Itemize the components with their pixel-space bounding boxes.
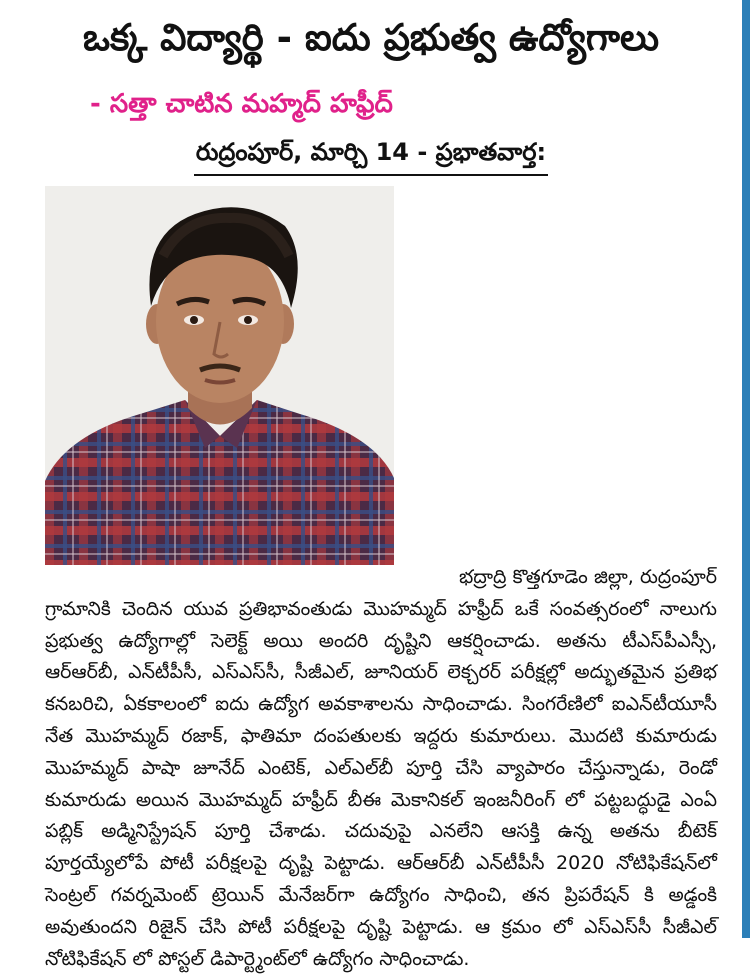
article-body-text: భద్రాద్రి కొత్తగూడెం జిల్లా, రుద్రంపూర్ గ్రామానికి చెందిన యువ ప్రతిభావంతుడు మొహమ్మద్ హఫ్రీద్ ఒకే సంవత్సరంలో నాలుగు ప్రభుత్వ ఉద్యోగాల్లో సెలెక్ట్ అయి అందరి దృష్టిని ఆకర్షించాడు. అతను టీఎస్‌పీఎస్సీ, ఆర్ఆర్‌బీ, ఎన్‌టీపీసీ, ఎస్ఎస్‌సీ, సీజీఎల్, జూనియర్ లెక్చరర్ పరీక్షల్లో అద్భుతమైన ప్రతిభ కనబరిచి, ఏకకాలంలో ఐదు ఉద్యోగ అవకాశాలను సాధించాడు. సింగరేణిలో ఐఎన్‌టీయూసీ నేత మొహమ్మద్ రజాక్, ఫాతిమా దంపతులకు ఇద్దరు కుమారులు. మొదటి కుమారుడు మొహమ్మద్ పాషా జూనేద్ ఎంటెక్, ఎల్ఎల్‌బీ పూర్తి చేసి వ్యాపారం చేస్తున్నాడు, రెండో కుమారుడు అయిన మొహమ్మద్ హఫ్రీద్ బీఈ మెకానికల్ ఇంజనీరింగ్ లో పట్టబద్ధుడై ఎంఏ పబ్లిక్ అడ్మినిస్ట్రేషన్ పూర్తి చేశాడు. చదువుపై ఎనలేని ఆసక్తి ఉన్న అతను బీటెక్ పూర్తయ్యేలోపే పోటీ పరీక్షలపై దృష్టి పెట్టాడు. ఆర్ఆర్‌బీ ఎన్‌టీపీసీ 2020 నోటిఫికేషన్‌లో సెంట్రల్ గవర్నమెంట్ ట్రెయిన్ మేనేజర్‌గా ఉద్యోగం సాధించి, తన ప్రిపరేషన్ కి అడ్డంకి అవుతుందని రిజైన్ చేసి పోటీ పరీక్షలపై దృష్టి పెట్టాడు. ఆ క్రమం లో ఎస్ఎస్‌సీ సీజీఎల్ నోటిఫికేషన్ లో పోస్టల్ డిపార్ట్మెంట్‌లో ఉద్యోగం సాధించాడు. [45, 566, 717, 970]
article-body [45, 182, 717, 975]
dateline: రుద్రంపూర్, మార్చి 14 - ప్రభాతవార్త: [194, 134, 548, 176]
subheadline: - సత్తా చాటిన మహ్మద్ హఫ్రీద్ [90, 89, 393, 119]
headline: ఒక్క విద్యార్థి - ఐదు ప్రభుత్వ ఉద్యోగాలు [82, 16, 660, 59]
photo-text-wrap-spacer [45, 182, 399, 562]
dateline-container [0, 134, 742, 176]
